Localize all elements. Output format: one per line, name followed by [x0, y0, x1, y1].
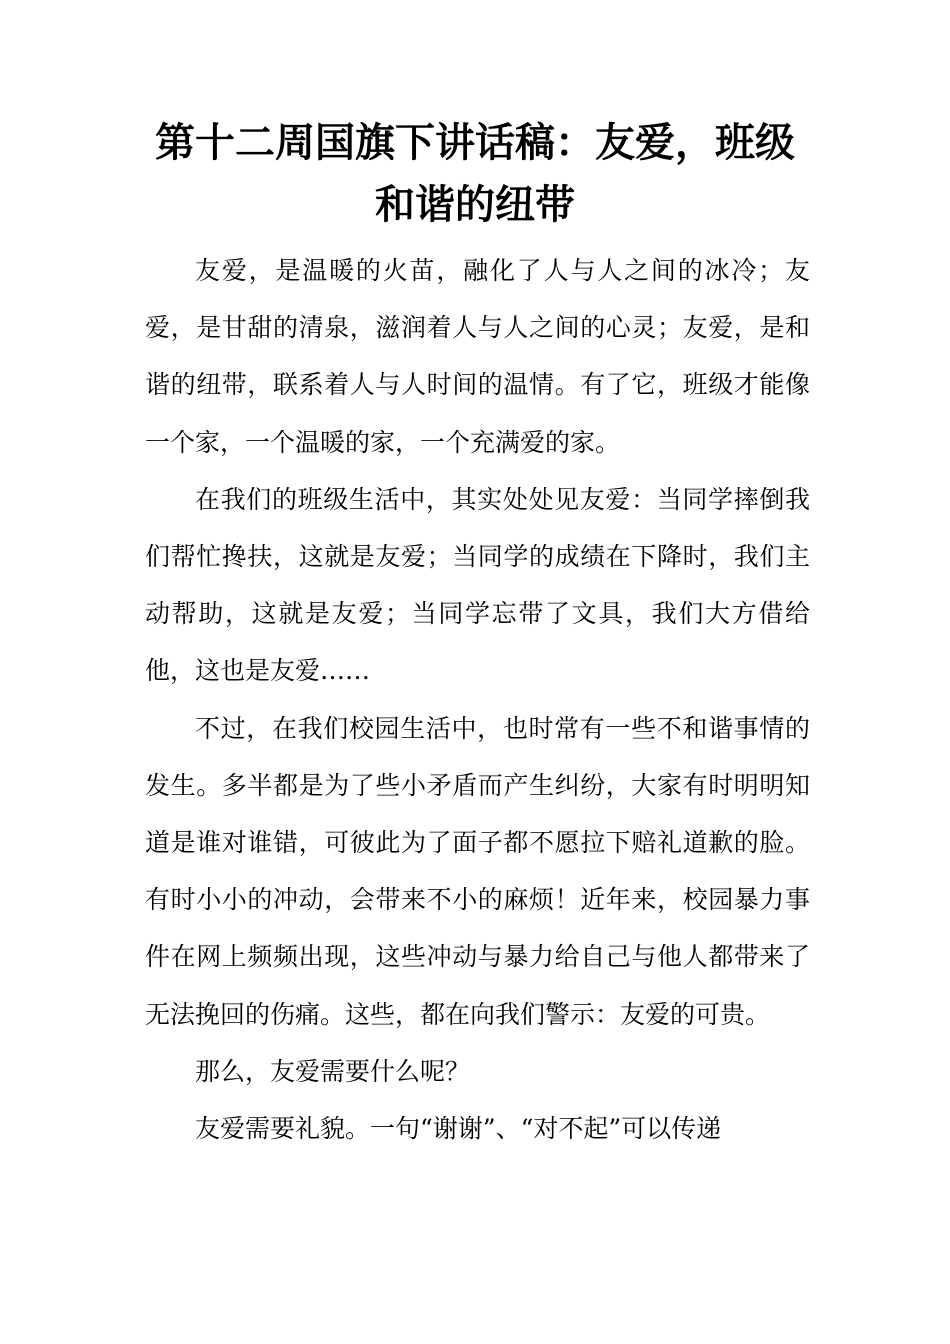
- paragraph-2: 在我们的班级生活中，其实处处见友爱：当同学摔倒我们帮忙搀扶，这就是友爱；当同学的成绩在下降时，我们主动帮助，这就是友爱；当同学忘带了文具，我们大方借给他，这也是友爱……: [145, 484, 810, 686]
- document-title: 第十二周国旗下讲话稿：友爱，班级和谐的纽带: [155, 119, 795, 228]
- document-body: [145, 242, 810, 1157]
- paragraph-5: 友爱需要礼貌。一句“谢谢”、“对不起”可以传递: [195, 1114, 722, 1144]
- paragraph-3: 不过，在我们校园生活中，也时常有一些不和谐事情的发生。多半都是为了些小矛盾而产生纠纷，大家有时明明知道是谁对谁错，可彼此为了面子都不愿拉下赔礼道歉的脸。有时小小的冲动，会带来不小的麻烦！近年来，校园暴力事件在网上频频出现，这些冲动与暴力给自己与他人都带来了无法挽回的伤痛。这些，都在向我们警示：友爱的可贵。: [145, 713, 810, 1029]
- paragraph-4: 那么，友爱需要什么呢？: [195, 1056, 471, 1086]
- paragraph-1: 友爱，是温暖的火苗，融化了人与人之间的冰冷；友爱，是甘甜的清泉，滋润着人与人之间的心灵；友爱，是和谐的纽带，联系着人与人时间的温情。有了它，班级才能像一个家，一个温暖的家，一个充满爱的家。: [145, 256, 810, 457]
